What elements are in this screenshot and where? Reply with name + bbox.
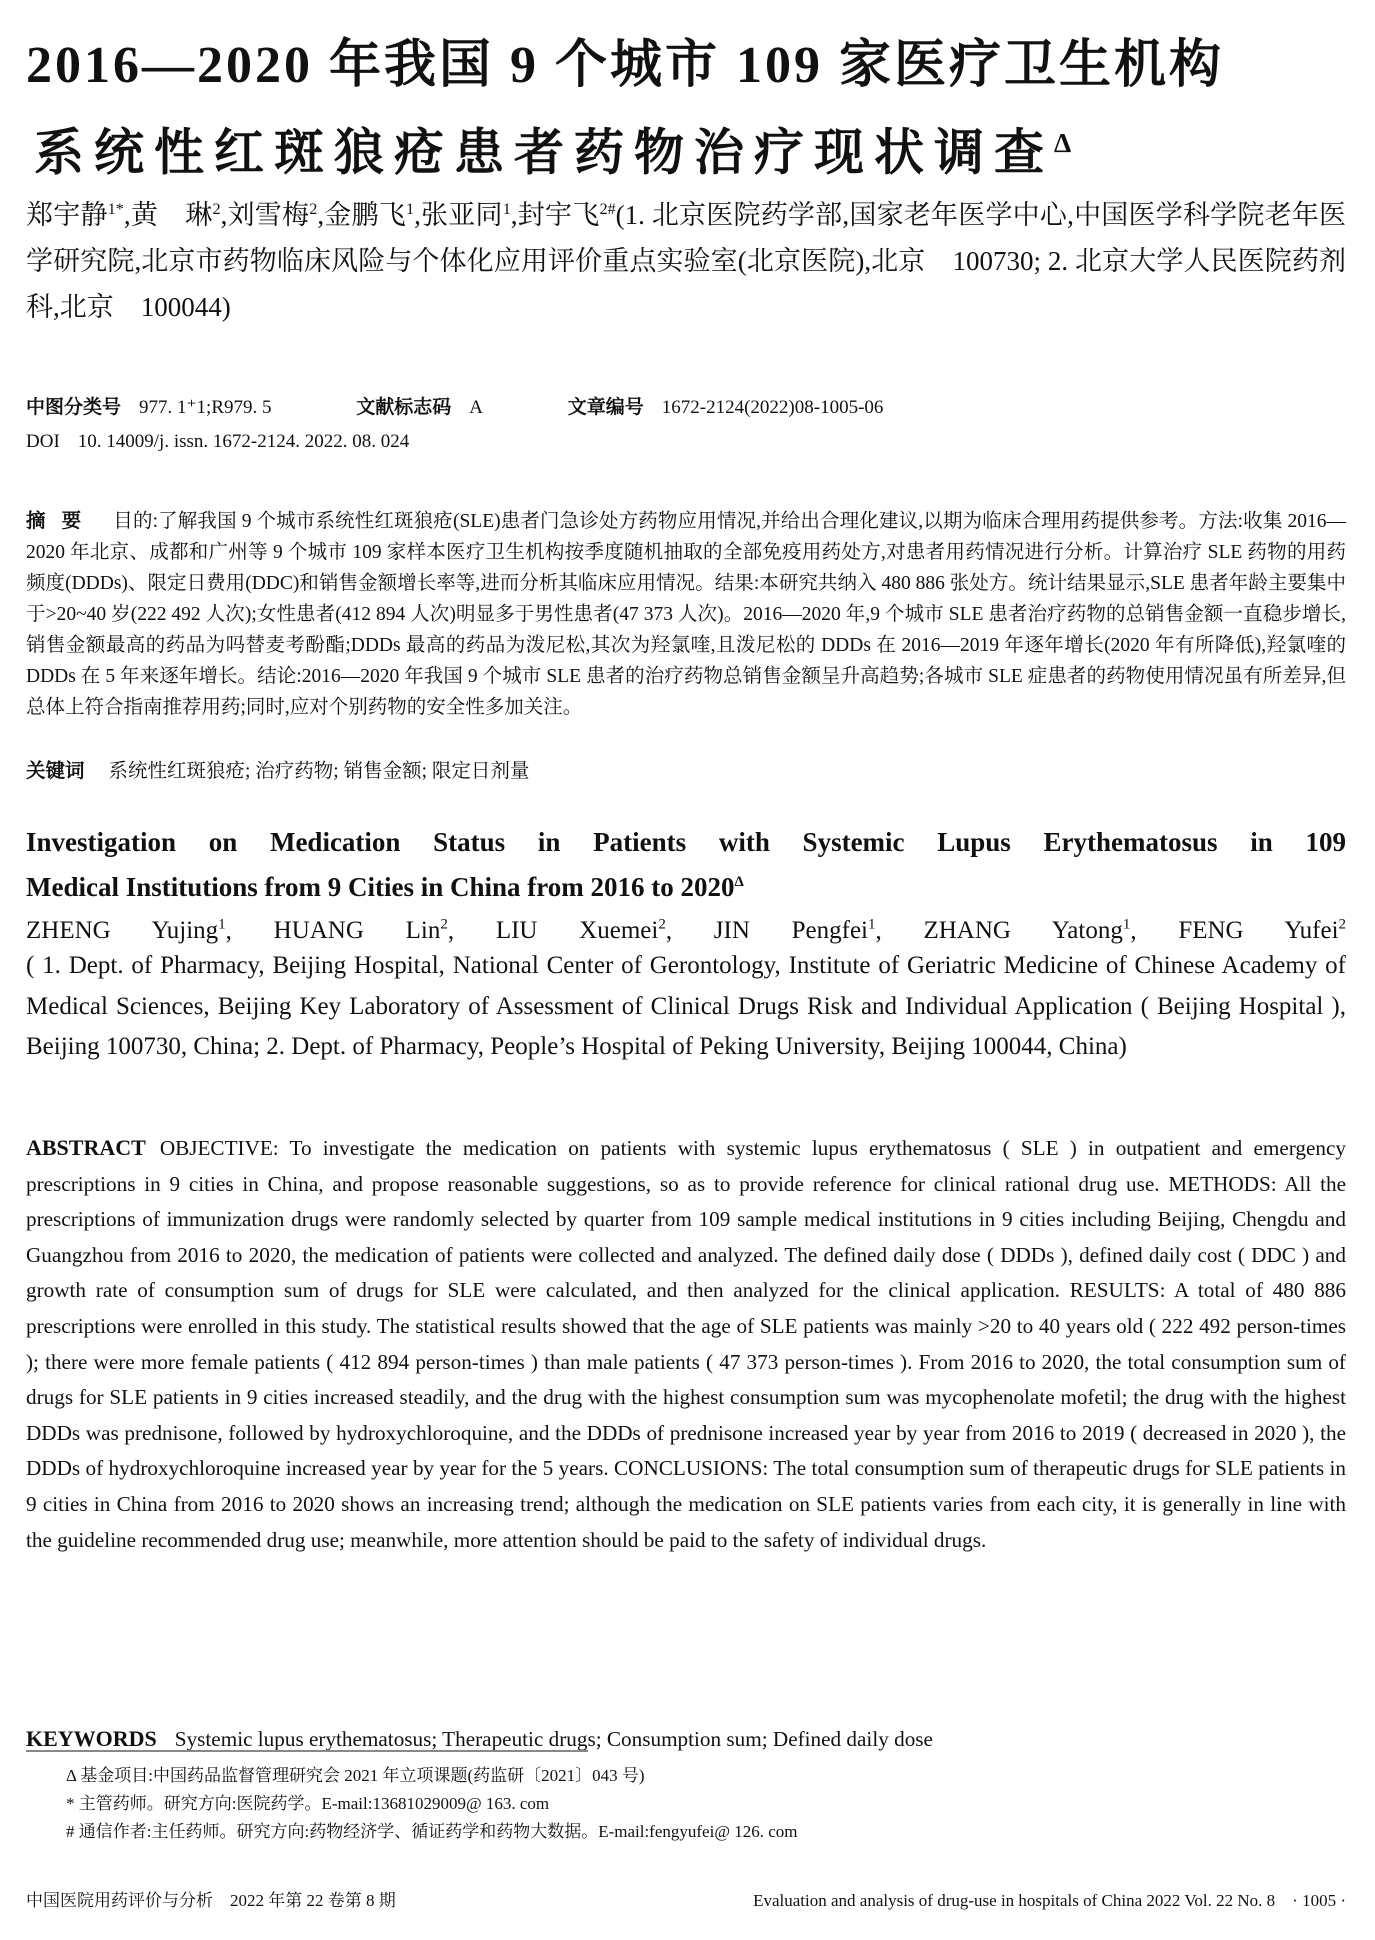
author-cn: 黄 琳$^2$	[130, 200, 221, 230]
affiliation-en: ( 1. Dept. of Pharmacy, Beijing Hospital, National Center of Gerontology, Institute of Geriatric Medicine of Chinese Academy of Medical Sciences, Beijing Key Laboratory of Assessment of Clinical Drugs Risk and Individual Application ( Beijing Hospital ), Beijing 100730, China; 2. Dept. of Pharmacy, People’s Hospital of Peking University, Beijing 100044, China)	[26, 952, 1346, 1060]
affiliation-cn: (1. 北京医院药学部,国家老年医学中心,中国医学科学院老年医学研究院,北京市药物临床风险与个体化应用评价重点实验室(北京医院),北京 100730; 2. 北京大学人民医院药剂科,北京 100044)	[26, 200, 1347, 322]
footnote-funding: Δ 基金项目:中国药品监督管理研究会 2021 年立项课题(药监研〔2021〕043 号)	[66, 1766, 645, 1785]
doi-field	[26, 425, 1346, 459]
footnotes	[66, 1762, 1326, 1846]
doc-code-field	[356, 390, 483, 425]
doc-code-label: 文献标志码	[356, 396, 452, 418]
keywords-en-label: KEYWORDS	[26, 1726, 157, 1751]
article-no-value: 1672-2124(2022)08-1005-06	[661, 397, 884, 418]
title-cn-line2	[34, 113, 1071, 183]
clc-field	[26, 390, 272, 425]
funding-mark-en: Δ	[734, 874, 744, 890]
authors-cn-block: 郑宇静$^{1*}$,黄 琳$^2$,刘雪梅$^2$,金鹏飞$^1$,张亚同$^1$,封宇飞$^{2\#}$(1. 北京医院药学部,国家老年医学中心,中国医学科学院老年医学研究院,北京市药物临床风险与个体化应用评价重点实验室(北京医院),北京 100730; 2. 北京大学人民医院药剂科,北京 100044)	[26, 200, 1347, 322]
abstract-en-text: OBJECTIVE: To investigate the medication on patients with systemic lupus erythematosus ( SLE ) in outpatient and emergency prescriptions in 9 cities in China, and propose reasonable suggestions, so as to provide reference for clinical rational drug use. METHODS: All the prescriptions of immunization drugs were randomly selected by quarter from 109 sample medical institutions in 9 cities including Beijing, Chengdu and Guangzhou from 2016 to 2020, the medication of patients were collected and analyzed. The defined daily dose ( DDDs ), defined daily cost ( DDC ) and growth rate of consumption sum of drugs for SLE were calculated, and then analyzed for the clinical application. RESULTS: A total of 480 886 prescriptions were enrolled in this study. The statistical results showed that the age of SLE patients was mainly >20 to 40 years old ( 222 492 person-times ); there were more female patients ( 412 894 person-times ) than male patients ( 47 373 person-times ). From 2016 to 2020, the total consumption sum of drugs for SLE patients in 9 cities increased steadily, and the drug with the highest consumption sum was mycophenolate mofetil; the drug with the highest DDDs was prednisone, followed by hydroxychloroquine, and the DDDs of prednisone increased year by year from 2016 to 2019 ( decreased in 2020 ), the DDDs of hydroxychloroquine increased year by year for the 5 years. CONCLUSIONS: The total consumption sum of therapeutic drugs for SLE patients in 9 cities in China from 2016 to 2020 shows an increasing trend; although the medication on SLE patients varies from each city, it is generally in line with the guideline recommended drug use; meanwhile, more attention should be paid to the safety of individual drugs.	[26, 1136, 1346, 1552]
abstract-en	[26, 1130, 1346, 1558]
author-cn: 金鹏飞$^1$	[324, 200, 415, 230]
footnote-corresponding-author: # 通信作者:主任药师。研究方向:药物经济学、循证药学和药物大数据。E-mail:fengyufei@ 126. com	[66, 1822, 798, 1841]
author-cn: 刘雪梅$^2$	[227, 200, 318, 230]
keywords-en-text: Systemic lupus erythematosus; Therapeutic drugs; Consumption sum; Defined daily dose	[174, 1727, 933, 1751]
funding-mark: Δ	[1054, 127, 1072, 158]
footnote-divider	[26, 1750, 588, 1752]
doi-label: DOI	[26, 431, 60, 452]
clc-label: 中图分类号	[26, 396, 122, 418]
keywords-cn-text: 系统性红斑狼疮; 治疗药物; 销售金额; 限定日剂量	[108, 761, 530, 782]
author-en: JIN Pengfei$^1$	[713, 917, 876, 945]
abstract-cn	[26, 505, 1346, 723]
keywords-cn	[26, 756, 1346, 787]
footnote-first-author: * 主管药师。研究方向:医院药学。E-mail:13681029009@ 163. com	[66, 1794, 550, 1813]
clc-value: 977. 1⁺1;R979. 5	[139, 397, 272, 418]
author-cn: 郑宇静$^{1*}$	[26, 200, 124, 230]
doi-value: 10. 14009/j. issn. 1672-2124. 2022. 08. 024	[77, 431, 410, 452]
author-en: HUANG Lin$^2$	[273, 917, 448, 945]
title-en	[26, 822, 1346, 907]
abstract-cn-label: 摘要	[26, 509, 98, 532]
doc-code-value: A	[469, 397, 483, 418]
footer-journal-en: Evaluation and analysis of drug-use in hospitals of China 2022 Vol. 22 No. 8 · 1005 ·	[753, 1891, 1346, 1910]
footer-journal-cn: 中国医院用药评价与分析 2022 年第 22 卷第 8 期	[26, 1891, 396, 1910]
author-cn: 张亚同$^1$	[420, 200, 511, 230]
article-no-field	[568, 390, 884, 425]
title-cn-line2-text: 系统性红斑狼疮患者药物治疗现状调查	[34, 124, 1054, 181]
article-no-label: 文章编号	[567, 396, 644, 418]
author-en: FENG Yufei$^2$	[1178, 917, 1347, 945]
abstract-cn-text: 目的:了解我国 9 个城市系统性红斑狼疮(SLE)患者门急诊处方药物应用情况,并给出合理化建议,以期为临床合理用药提供参考。方法:收集 2016—2020 年北京、成都和广州等 9 个城市 109 家样本医疗卫生机构按季度随机抽取的全部免疫用药处方,对患者用药情况进行分析。计算治疗 SLE 药物的用药频度(DDDs)、限定日费用(DDC)和销售金额增长率等,进而分析其临床应用情况。结果:本研究共纳入 480 886 张处方。统计结果显示,SLE 患者年龄主要集中于>20~40 岁(222 492 人次);女性患者(412 894 人次)明显多于男性患者(47 373 人次)。2016—2020 年,9 个城市 SLE 患者治疗药物的总销售金额一直稳步增长,销售金额最高的药品为吗替麦考酚酯;DDDs 最高的药品为泼尼松,其次为羟氯喹,且泼尼松的 DDDs 在 2016—2019 年逐年增长(2020 年有所降低),羟氯喹的 DDDs 在 5 年来逐年增长。结论:2016—2020 年我国 9 个城市 SLE 患者的治疗药物总销售金额呈升高趋势;各城市 SLE 症患者的药物使用情况虽有所差异,但总体上符合指南推荐用药;同时,应对个别药物的安全性多加关注。	[26, 511, 1346, 718]
title-en-line1: Investigation on Medication Status in Patients with Systemic Lupus Erythematosus in 109	[26, 827, 1346, 857]
title-cn-line1: 2016—2020 年我国 9 个城市 109 家医疗卫生机构	[26, 37, 1225, 94]
author-en: ZHANG Yatong$^1$	[923, 917, 1131, 945]
authors-en-block: ZHENG Yujing$^1$, HUANG Lin$^2$, LIU Xuemei$^2$, JIN Pengfei$^1$, ZHANG Yatong$^1$, FENG Yufei$^2$	[26, 917, 1347, 945]
title-en-line2: Medical Institutions from 9 Cities in China from 2016 to 2020	[26, 872, 735, 902]
article-meta	[26, 390, 1346, 459]
author-cn: 封宇飞$^{2\#}$	[517, 200, 616, 230]
author-en: LIU Xuemei$^2$	[495, 917, 666, 945]
abstract-en-label: ABSTRACT	[26, 1135, 146, 1160]
keywords-cn-label: 关键词	[26, 759, 85, 782]
author-en: ZHENG Yujing$^1$	[26, 917, 226, 945]
